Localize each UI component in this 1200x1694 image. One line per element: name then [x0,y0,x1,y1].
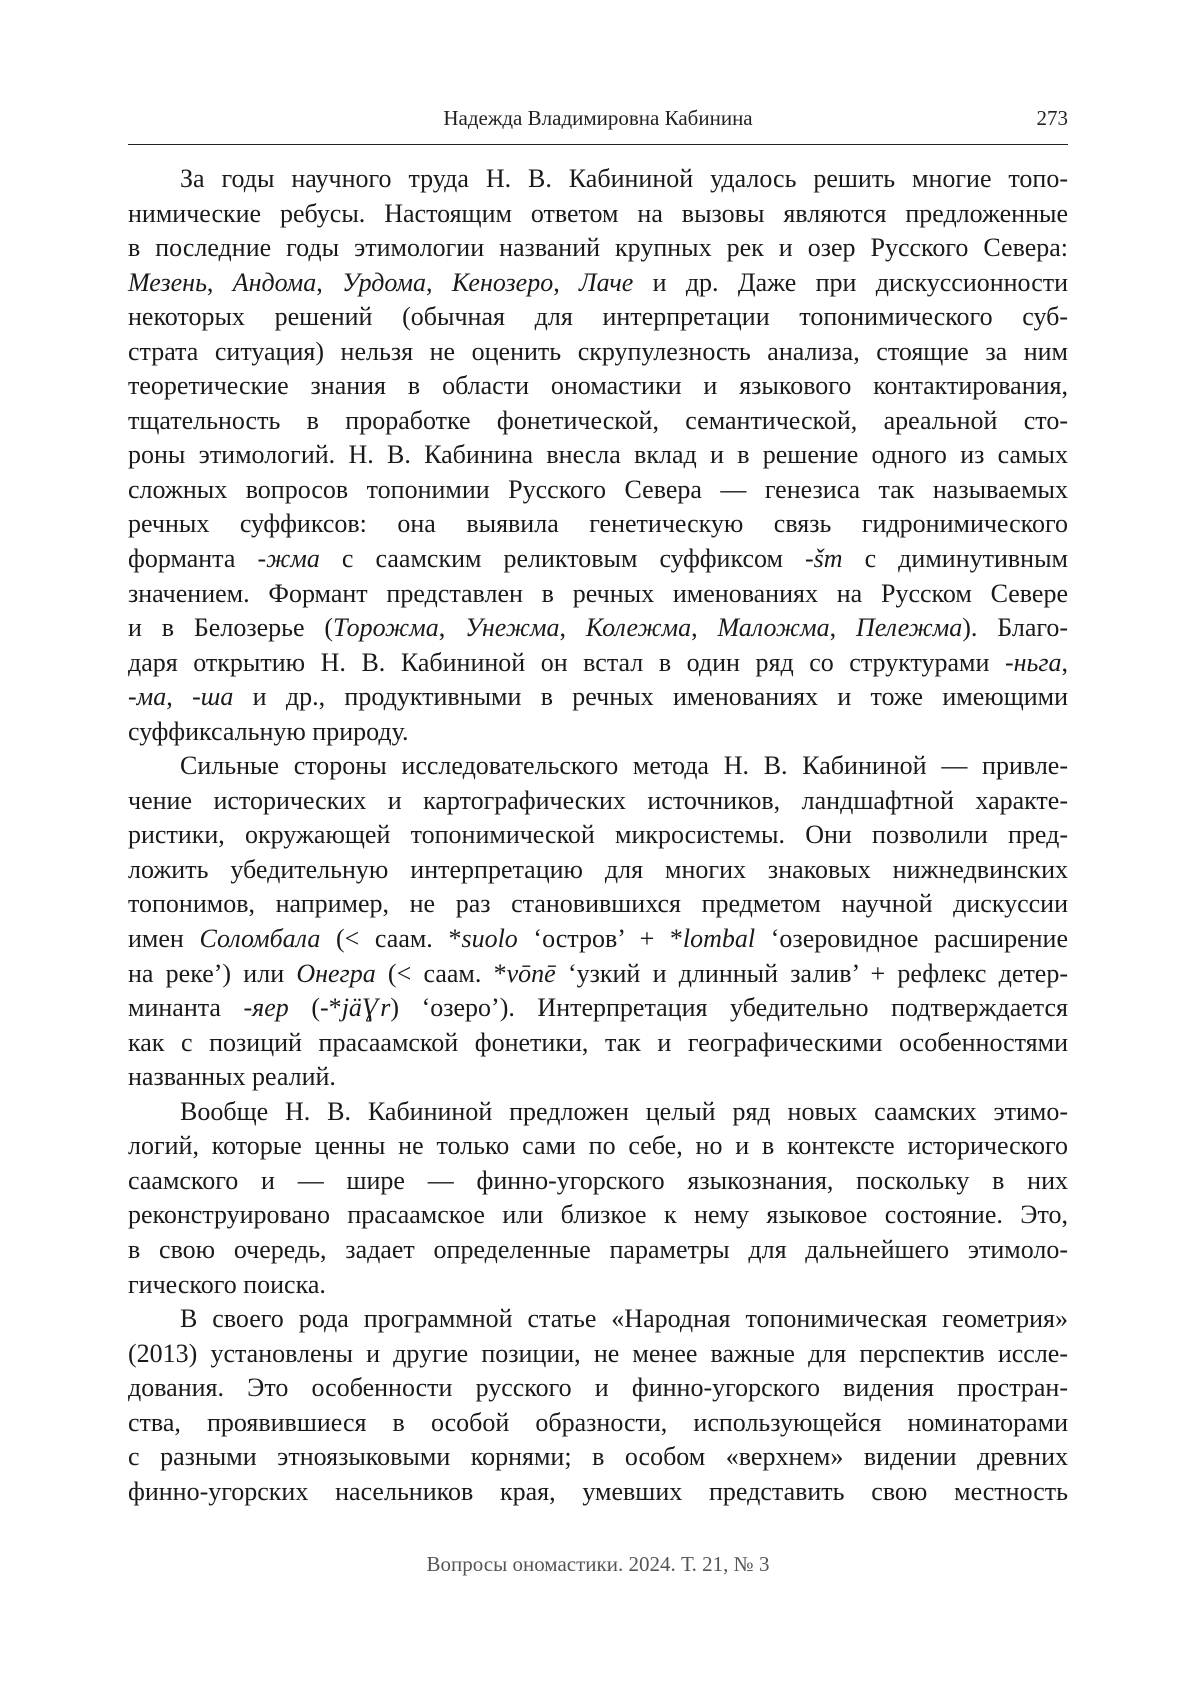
text-run: , [206,267,233,297]
text-line [128,922,1068,957]
text-line [128,231,1068,266]
text-run: и др. Даже при дискуссионности [633,267,1069,297]
text-run: (< саам. * [320,924,462,954]
text-run: топонимов, например, не раз становившихся предметом научной дискуссии [128,889,1068,919]
italic-term: Унежма [465,613,560,643]
text-run: на реке’) или [128,958,297,988]
text-run: дования. Это особенности русского и финно-угорского видения простран- [128,1373,1068,1403]
italic-term: -жма [257,544,320,574]
text-run: (< саам. * [375,958,507,988]
paragraph [128,162,1068,749]
italic-term: -ма [128,682,167,712]
text-line [128,404,1068,439]
text-line [128,438,1068,473]
text-line [128,542,1068,577]
text-run: значением. Формант представлен в речных именованиях на Русском Севере [128,578,1068,608]
text-run: , [316,267,343,297]
text-line [128,784,1068,819]
text-run: , [438,613,466,643]
text-run: нимические ребусы. Настоящим ответом на вызовы являются предложенные [128,198,1068,228]
text-run: с разными этноязыковыми корнями; в особом «верхнем» видении древних [128,1442,1068,1472]
text-line [128,1337,1068,1372]
text-line [128,1475,1068,1510]
text-run: реконструировано прасаамское или близкое к нему языковое состояние. Это, [128,1200,1068,1230]
italic-term: -ньга [1004,647,1062,677]
page-header [128,100,1068,145]
text-run: в свою очередь, задает определенные параметры для дальнейшего этимоло- [128,1234,1068,1264]
text-run: с диминутивным [842,544,1068,574]
italic-term: vōnē [506,958,556,988]
text-line [128,749,1068,784]
italic-term: Торожма [333,613,439,643]
italic-term: Андома [232,267,317,297]
text-run: минанта [128,993,244,1023]
paragraph [128,1095,1068,1302]
text-run: ложить убедительную интерпретацию для многих знаковых нижнедвинских [128,854,1068,884]
text-run: даря открытию Н. В. Кабининой он встал в один ряд со структурами [128,647,1005,677]
italic-term: suolo [461,924,518,954]
page-number: 273 [1036,106,1068,130]
text-line [128,1406,1068,1441]
text-line [128,1440,1068,1475]
text-run: суффиксальную природу. [128,716,409,746]
text-run: и в Белозерье ( [128,613,334,643]
italic-term: Пележма [855,613,963,643]
italic-term: jäƔr [341,993,391,1023]
text-run: финно-угорских насельников края, умевших представить свою местность [128,1476,1068,1506]
text-line [128,957,1068,992]
italic-term: lombal [682,924,756,954]
text-run: форманта [128,544,258,574]
text-line [128,577,1068,612]
text-line [128,1233,1068,1268]
text-line [128,369,1068,404]
text-run: , [691,613,718,643]
text-run: гического поиска. [128,1269,326,1299]
text-run: , [425,267,452,297]
text-line [128,611,1068,646]
text-line [128,646,1068,681]
text-run: и др., продуктивными в речных именованиях и тоже имеющими [233,682,1069,712]
text-line [128,1164,1068,1199]
text-line [128,335,1068,370]
text-run: (2013) установлены и другие позиции, не менее важные для перспектив иссле- [128,1338,1068,1368]
text-line [128,162,1068,197]
text-line [128,715,1068,750]
text-run: в последние годы этимологии названий крупных рек и озер Русского Севера: [128,233,1068,263]
article-body [128,162,1068,1509]
text-run: ристики, окружающей топонимической микросистемы. Они позволили пред- [128,820,1068,850]
text-line [128,680,1068,715]
text-run: , [553,267,580,297]
text-line [128,1268,1068,1303]
text-run: За годы научного труда Н. В. Кабининой удалось решить многие топо- [180,164,1068,193]
text-line [128,1302,1068,1337]
italic-term: Кенозеро [451,267,554,297]
page-footer: Вопросы ономастики. 2024. Т. 21, № 3 [426,1552,770,1576]
text-line [128,197,1068,232]
text-run: сложных вопросов топонимии Русского Севера — генезиса так называемых [128,474,1068,504]
text-run: ) ‘озеро’). Интерпретация убедительно подтверждается [390,993,1068,1023]
text-run: некоторых решений (обычная для интерпретации топонимического суб- [128,302,1068,332]
paragraph [128,1302,1068,1509]
text-line [128,853,1068,888]
italic-term: Урдома [342,267,426,297]
text-run: тщательность в проработке фонетической, семантической, ареальной сто- [128,405,1068,435]
text-line [128,473,1068,508]
italic-term: Маложма [717,613,830,643]
text-run: страта ситуация) нельзя не оценить скрупулезность анализа, стоящие за ним [128,336,1068,366]
text-run: логий, которые ценны не только сами по себе, но и в контексте исторического [128,1131,1068,1161]
text-run: В своего рода программной статье «Народная топонимическая геометрия» [180,1304,1068,1334]
text-run: , [559,613,586,643]
text-run: имен [128,924,200,954]
italic-term: Соломбала [199,924,321,954]
italic-term: Лаче [579,267,634,297]
text-run: ‘остров’ + * [517,924,683,954]
text-run: Вообще Н. В. Кабининой предложен целый ряд новых саамских этимо- [180,1096,1068,1126]
text-line [128,1371,1068,1406]
text-run: , [829,613,856,643]
text-run: (-* [288,993,342,1023]
text-run: ‘узкий и длинный залив’ + рефлекс детер- [555,958,1069,988]
text-line [128,507,1068,542]
text-run: ства, проявившиеся в особой образности, использующейся номинаторами [128,1407,1068,1437]
text-run: ‘озеровидное расширение [755,924,1068,954]
text-line [128,1095,1068,1130]
paragraph [128,749,1068,1094]
italic-term: Колежма [585,613,692,643]
italic-term: -ша [192,682,234,712]
text-run: , [166,682,193,712]
italic-term: -šm [805,544,843,574]
text-run: Сильные стороны исследовательского метода Н. В. Кабининой — привле- [180,751,1068,781]
text-line [128,1026,1068,1061]
text-run: ). Благо- [962,613,1069,643]
text-line [128,991,1068,1026]
text-line [128,266,1068,301]
text-run: речных суффиксов: она выявила генетическую связь гидронимического [128,509,1068,539]
italic-term: Онегра [296,958,376,988]
text-run: , [1061,647,1068,677]
text-line [128,1198,1068,1233]
text-line [128,300,1068,335]
text-run: роны этимологий. Н. В. Кабинина внесла вклад и в решение одного из самых [128,440,1068,470]
text-run: теоретические знания в области ономастики и языкового контактирования, [128,371,1068,401]
text-line [128,1129,1068,1164]
text-line [128,818,1068,853]
text-line [128,1060,1068,1095]
italic-term: -яер [243,993,289,1023]
text-run: саамского и — шире — финно-угорского языкознания, поскольку в них [128,1165,1068,1195]
running-head: Надежда Владимировна Кабинина [443,106,753,130]
text-run: с саамским реликтовым суффиксом [319,544,805,574]
text-run: как с позиций прасаамской фонетики, так и географическими особенностями [128,1027,1068,1057]
text-line [128,887,1068,922]
text-run: чение исторических и картографических источников, ландшафтной характе- [128,785,1068,815]
text-run: названных реалий. [128,1062,336,1092]
italic-term: Мезень [128,267,207,297]
